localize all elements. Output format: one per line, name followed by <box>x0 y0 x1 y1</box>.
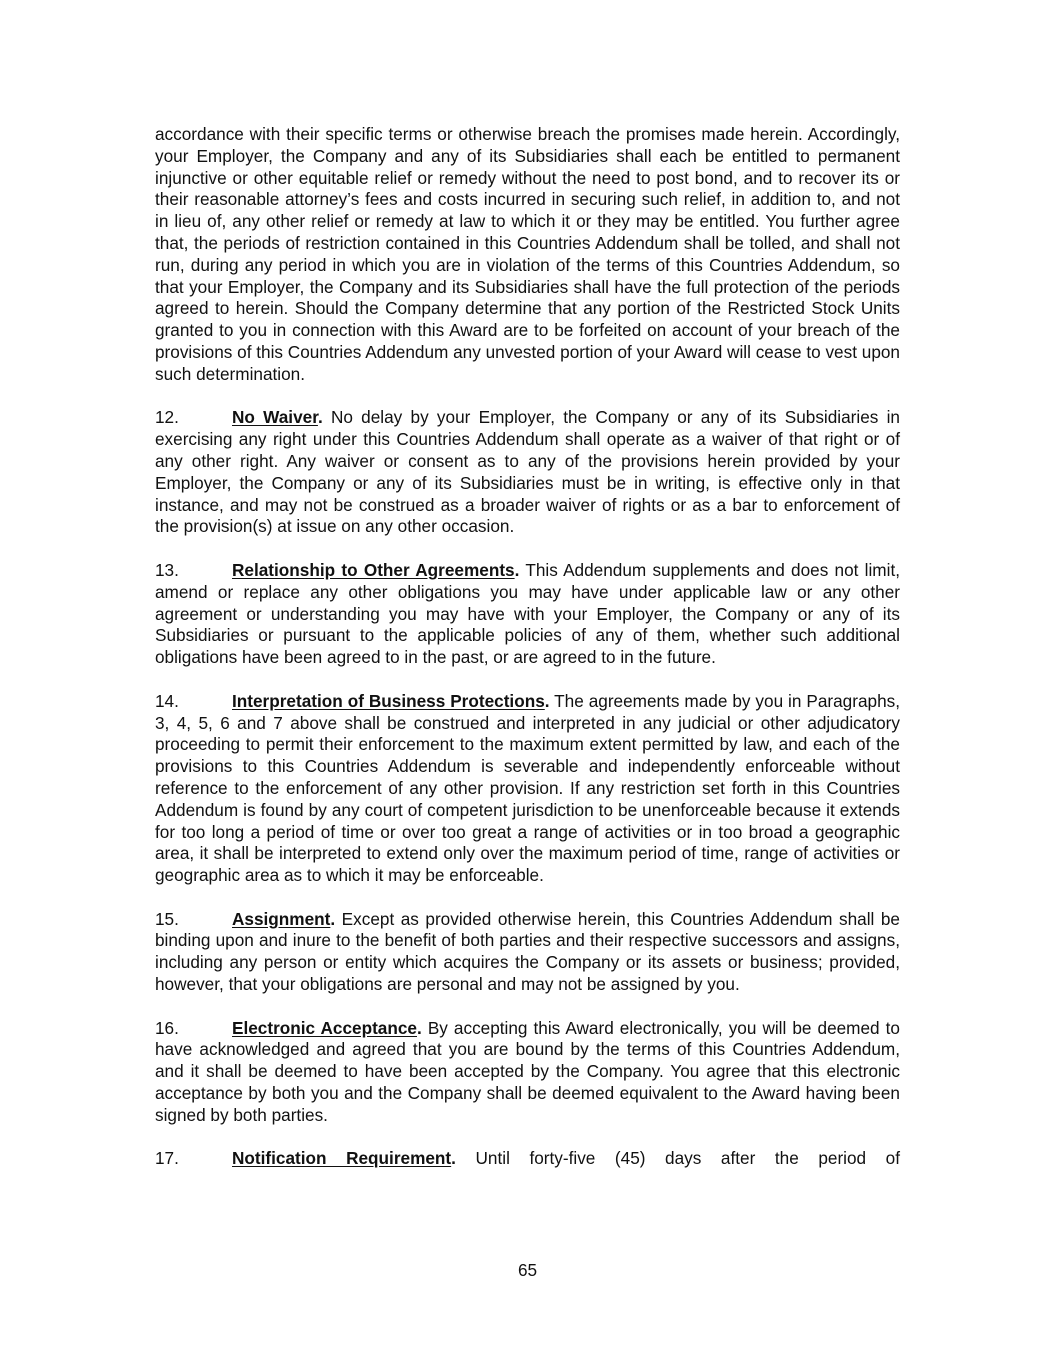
section-body: No delay by your Employer, the Company or any of its Subsidiaries in exercising any right under this Countries Addendum shall operate as a waiver of that right or of any other right. Any waiver or consent as to any of the provisions herein provided by your Employer, the Company or any of its Subsidiaries must be in writing, is effective only in that instance, and may not be construed as a broader waiver of rights or as a bar to enforcement of the provision(s) at issue on any other occasion. <box>155 407 900 537</box>
section-13: 13. Relationship to Other Agreements. This Addendum supplements and does not limit, amend or replace any other obligations you may have under applicable law or any other agreement or understanding you may have with your Employer, the Company or any of its Subsidiaries or pursuant to the applicable policies of any of them, whether such additional obligations have been agreed to in the past, or are agreed to in the future. <box>155 559 900 668</box>
section-body: Until forty-five (45) days after the period of <box>455 1148 901 1169</box>
section-body: By accepting this Award electronically, you will be deemed to have acknowledged and agreed that you are bound by the terms of this Countries Addendum, and it shall be deemed to have been accepted by the Company. You agree that this electronic acceptance by both you and the Company shall be deemed equivalent to the Award having been signed by both parties. <box>155 1017 900 1125</box>
section-body: Except as provided otherwise herein, this Countries Addendum shall be binding upon and inure to the benefit of both parties and their respective successors and assigns, including any person or entity which acquires the Company or its assets or business; provided, however, that your obligations are personal and may not be assigned by you. <box>155 908 900 995</box>
section-heading: Electronic Acceptance <box>232 1017 417 1038</box>
section-number: 13. <box>155 559 179 580</box>
section-15: 15. Assignment. Except as provided otherwise herein, this Countries Addendum shall be binding upon and inure to the benefit of both parties and their respective successors and assigns, including any person or entity which acquires the Company or its assets or business; provided, however, that your obligations are personal and may not be assigned by you. <box>155 908 900 995</box>
section-body: This Addendum supplements and does not limit, amend or replace any other obligations you may have under applicable law or any other agreement or understanding you may have with your Employer, the Company or any of its Subsidiaries or pursuant to the applicable policies of any of them, whether such additional obligations have been agreed to in the past, or are agreed to in the future. <box>155 559 900 668</box>
section-number: 12. <box>155 407 179 428</box>
section-body: The agreements made by you in Paragraphs, 3, 4, 5, 6 and 7 above shall be construed and interpreted in any judicial or other adjudicatory proceeding to permit their enforcement to the maximum extent permitted by law, and each of the provisions to this Countries Addendum is severable and independently enforceable without reference to the enforcement of any other provision. If any restriction set forth in this Countries Addendum is found by any court of competent jurisdiction to be unenforceable because it extends for too long a period of time or over too great a range of activities or in too broad a geographic area, it shall be interpreted to extend only over the maximum period of time, range of activities or geographic area as to which it may be enforceable. <box>155 690 900 886</box>
continuation-paragraph: accordance with their specific terms or otherwise breach the promises made herein. Accordingly, your Employer, the Company and any of its Subsidiaries shall each be entitled to permanent injunctive or other equitable relief or remedy without the need to post bond, and to recover its or their reasonable attorney’s fees and costs incurred in securing such relief, in addition to, and not in lieu of, any other relief or remedy at law to which it or they may be entitled. You further agree that, the periods of restriction contained in this Countries Addendum shall be tolled, and shall not run, during any period in which you are in violation of the terms of this Countries Addendum, so that your Employer, the Company and its Subsidiaries shall have the full protection of the periods agreed to herein. Should the Company determine that any portion of the Restricted Stock Units granted to you in connection with this Award are to be forfeited on account of your breach of the provisions of this Countries Addendum any unvested portion of your Award will cease to vest upon such determination. <box>155 124 900 384</box>
section-heading: Interpretation of Business Protections <box>232 690 545 711</box>
section-12: 12. No Waiver. No delay by your Employer, the Company or any of its Subsidiaries in exercising any right under this Countries Addendum shall operate as a waiver of that right or of any other right. Any waiver or consent as to any of the provisions herein provided by your Employer, the Company or any of its Subsidiaries must be in writing, is effective only in that instance, and may not be construed as a broader waiver of rights or as a bar to enforcement of the provision(s) at issue on any other occasion. <box>155 407 900 537</box>
section-number: 15. <box>155 908 179 929</box>
section-heading: Relationship to Other Agreements <box>232 559 515 580</box>
section-heading: Assignment <box>232 908 331 929</box>
section-14: 14. Interpretation of Business Protections. The agreements made by you in Paragraphs, 3, 4, 5, 6 and 7 above shall be construed and interpreted in any judicial or other adjudicatory proceeding to permit their enforcement to the maximum extent permitted by law, and each of the provisions to this Countries Addendum is severable and independently enforceable without reference to the enforcement of any other provision. If any restriction set forth in this Countries Addendum is found by any court of competent jurisdiction to be unenforceable because it extends for too long a period of time or over too great a range of activities or in too broad a geographic area, it shall be interpreted to extend only over the maximum period of time, range of activities or geographic area as to which it may be enforceable. <box>155 690 900 886</box>
document-body <box>155 124 900 1170</box>
section-17: 17. Notification Requirement. Until forty-five (45) days after the period of <box>155 1148 901 1169</box>
section-heading: No Waiver <box>232 407 318 428</box>
section-heading: Notification Requirement <box>232 1148 452 1169</box>
section-number: 16. <box>155 1017 179 1038</box>
section-number: 17. <box>155 1148 179 1169</box>
page-number: 65 <box>517 1260 538 1280</box>
section-number: 14. <box>155 690 179 711</box>
section-16: 16. Electronic Acceptance. By accepting this Award electronically, you will be deemed to have acknowledged and agreed that you are bound by the terms of this Countries Addendum, and it shall be deemed to have been accepted by the Company. You agree that this electronic acceptance by both you and the Company shall be deemed equivalent to the Award having been signed by both parties. <box>155 1017 900 1125</box>
